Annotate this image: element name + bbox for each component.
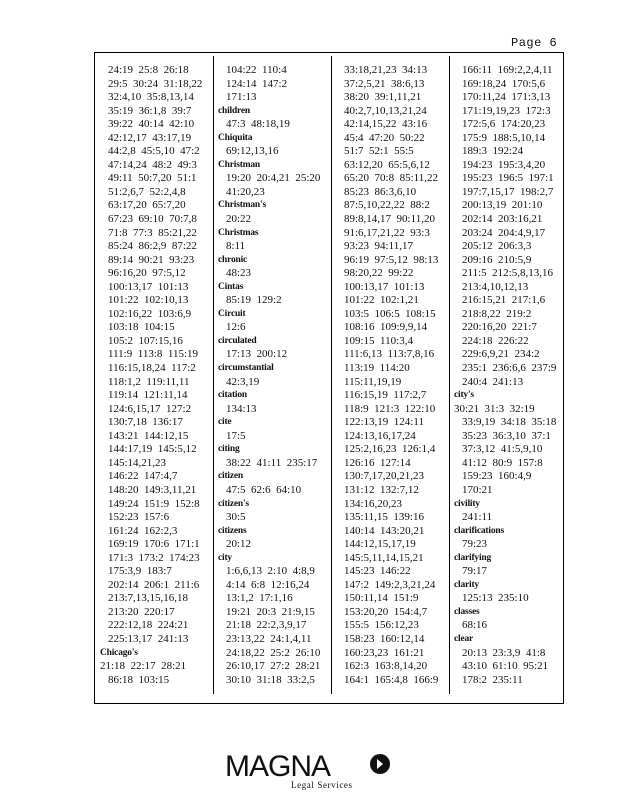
index-entry: 162:3 163:8,14,20 [344,660,428,673]
index-headword: clarifying [454,552,492,563]
index-headword: clarifications [454,525,504,536]
index-entry: 43:10 61:10 95:21 [462,660,549,673]
index-entry: 216:15,21 217:1,6 [462,294,546,307]
index-entry: 146:22 147:4,7 [108,470,178,483]
index-entry: 37:2,5,21 38:6,13 [344,77,425,90]
column-divider [213,56,214,694]
index-entry: 125:13 235:10 [462,592,529,605]
index-entry: 98:20,22 99:22 [344,267,414,280]
index-entry: 20:22 [226,213,252,226]
index-entry: 202:14 203:16,21 [462,213,543,226]
index-entry: 42:14,15,22 43:16 [344,118,428,131]
index-entry: 152:23 157:6 [108,511,170,524]
index-column-3 [336,64,448,687]
index-headword: city [218,552,232,563]
index-column-4 [454,64,566,687]
index-entry: 171:13 [226,91,257,104]
index-headword: circumstantial [218,363,274,374]
magna-logo-subtitle: Legal Services [291,780,353,790]
index-entry: 48:23 [226,267,252,280]
index-entry: 20:12 [226,538,252,551]
index-entry: 155:5 156:12,23 [344,619,419,632]
index-entry: 109:15 110:3,4 [344,334,413,347]
index-entry: 134:16,20,23 [344,497,403,510]
index-entry: 222:12,18 224:21 [108,619,189,632]
index-entry: 130:7,18 136:17 [108,416,183,429]
index-entry: 42:12,17 43:17,19 [108,131,192,144]
index-entry: 33:18,21,23 34:13 [344,64,428,76]
index-headword: Circuit [218,308,246,319]
index-entry: 86:18 103:15 [108,673,170,686]
index-entry: 51:7 52:1 55:5 [344,145,414,158]
index-entry: 144:17,19 145:5,12 [108,443,197,456]
index-entry: 116:15,18,24 117:2 [108,362,196,375]
index-entry: 30:10 31:18 33:2,5 [226,673,315,686]
index-entry: 122:13,19 124:11 [344,416,424,429]
index-entry: 171:3 173:2 174:23 [108,551,200,564]
index-headword: cite [218,417,232,428]
arrow-circle-icon [370,754,390,774]
index-entry: 30:5 [226,511,246,524]
index-entry: 213:20 220:17 [108,605,175,618]
index-entry: 169:18,24 170:5,6 [462,77,546,90]
index-entry: 148:20 149:3,11,21 [108,483,197,496]
index-entry: 220:16,20 221:7 [462,321,537,334]
index-entry: 32:4,10 35:8,13,14 [108,91,194,104]
index-entry: 65:20 70:8 85:11,22 [344,172,439,185]
index-entry: 115:11,19,19 [344,375,402,388]
index-entry: 144:12,15,17,19 [344,538,416,551]
index-entry: 116:15,19 117:2,7 [344,389,427,402]
index-headword: chronic [218,254,248,265]
index-entry: 93:23 94:11,17 [344,240,413,253]
index-entry: 40:2,7,10,13,21,24 [344,104,427,117]
index-entry: 124:14 147:2 [226,77,288,90]
index-headword: citizen's [218,498,249,509]
index-entry: 37:3,12 41:5,9,10 [462,443,543,456]
index-entry: 197:7,15,17 198:2,7 [462,185,554,198]
index-headword: Cintas [218,281,244,292]
index-headword: citing [218,444,240,455]
index-entry: 145:23 146:22 [344,565,411,578]
index-entry: 100:13,17 101:13 [108,280,189,293]
index-headword: civility [454,498,480,509]
index-entry: 189:3 192:24 [462,145,524,158]
magna-logo-wordmark: MAGNA [225,750,331,783]
index-column-2 [218,64,330,687]
index-column-1 [100,64,212,687]
index-entry: 69:12,13,16 [226,145,279,158]
index-entry: 205:12 206:3,3 [462,240,532,253]
index-entry: 67:23 69:10 70:7,8 [108,213,197,226]
index-entry: 224:18 226:22 [462,334,529,347]
index-entry: 153:20,20 154:4,7 [344,605,428,618]
index-entry: 47:14,24 48:2 49:3 [108,158,197,171]
index-entry: 111:9 113:8 115:19 [108,348,199,361]
index-entry: 89:14 90:21 93:23 [108,253,195,266]
index-entry: 170:21 [462,483,493,496]
index-entry: 63:12,20 65:5,6,12 [344,158,430,171]
index-entry: 178:2 235:11 [462,673,523,686]
index-entry: 23:13,22 24:1,4,11 [226,632,312,645]
index-entry: 150:11,14 151:9 [344,592,419,605]
index-entry: 96:19 97:5,12 98:13 [344,253,439,266]
index-entry: 218:8,22 219:2 [462,307,532,320]
index-entry: 158:23 160:12,14 [344,632,425,645]
index-entry: 85:24 86:2,9 87:22 [108,240,197,253]
index-entry: 35:19 36:1,8 39:7 [108,104,192,117]
index-headword: citizens [218,525,247,536]
index-entry: 85:23 86:3,6,10 [344,185,417,198]
index-headword: Christman [218,159,261,170]
index-entry: 68:16 [462,619,488,632]
index-entry: 63:17,20 65:7,20 [108,199,186,212]
index-entry: 225:13,17 241:13 [108,632,189,645]
index-entry: 194:23 195:3,4,20 [462,158,546,171]
index-headword: Chiquita [218,132,253,143]
index-entry: 104:22 110:4 [226,64,287,76]
index-entry: 164:1 165:4,8 166:9 [344,673,439,686]
index-entry: 87:5,10,22,22 88:2 [344,199,430,212]
index-entry: 103:5 106:5 108:15 [344,307,436,320]
index-entry: 134:13 [226,402,257,415]
index-entry: 47:5 62:6 64:10 [226,483,302,496]
index-entry: 166:11 169:2,2,4,11 [462,64,553,76]
index-entry: 211:5 212:5,8,13,16 [462,267,553,280]
index-entry: 21:18 22:17 28:21 [100,660,187,673]
index-entry: 203:24 204:4,9,17 [462,226,546,239]
index-entry: 91:6,17,21,22 93:3 [344,226,430,239]
index-entry: 19:20 20:4,21 25:20 [226,172,321,185]
index-entry: 161:24 162:2,3 [108,524,178,537]
index-headword: clear [454,633,474,644]
index-headword: circulated [218,335,257,346]
index-entry: 195:23 196:5 197:1 [462,172,554,185]
index-entry: 124:13,16,17,24 [344,429,416,442]
index-entry: 101:22 102:1,21 [344,294,419,307]
index-headword: citizen [218,471,243,482]
index-entry: 21:18 22:2,3,9,17 [226,619,307,632]
index-entry: 147:2 149:2,3,21,24 [344,578,436,591]
index-entry: 96:16,20 97:5,12 [108,267,186,280]
index-entry: 175:3,9 183:7 [108,565,172,578]
index-entry: 100:13,17 101:13 [344,280,425,293]
index-entry: 102:16,22 103:6,9 [108,307,192,320]
index-entry: 111:6,13 113:7,8,16 [344,348,435,361]
index-entry: 17:5 [226,429,246,442]
index-entry: 240:4 241:13 [462,375,524,388]
index-entry: 175:9 188:5,10,14 [462,131,546,144]
index-entry: 38:20 39:1,11,21 [344,91,422,104]
index-entry: 51:2,6,7 52:2,4,8 [108,185,186,198]
index-entry: 229:6,9,21 234:2 [462,348,540,361]
index-entry: 38:22 41:11 235:17 [226,456,318,469]
index-entry: 103:18 104:15 [108,321,175,334]
index-entry: 79:23 [462,538,488,551]
index-entry: 241:11 [462,511,493,524]
index-entry: 45:4 47:20 50:22 [344,131,425,144]
index-entry: 118:9 121:3 122:10 [344,402,436,415]
index-entry: 24:18,22 25:2 26:10 [226,646,321,659]
index-entry: 131:12 132:7,12 [344,483,419,496]
index-entry: 12:6 [226,321,246,334]
index-entry: 20:13 23:3,9 41:8 [462,646,546,659]
index-entry: 42:3,19 [226,375,260,388]
index-entry: 33:9,19 34:18 35:18 [462,416,557,429]
index-entry: 13:1,2 17:1,16 [226,592,293,605]
index-entry: 41:20,23 [226,185,265,198]
column-divider [331,56,332,694]
index-entry: 124:6,15,17 127:2 [108,402,192,415]
index-entry: 17:13 200:12 [226,348,288,361]
page-number-label: Page 6 [511,36,558,50]
index-entry: 113:19 114:20 [344,362,410,375]
index-entry: 126:16 127:14 [344,456,411,469]
index-entry: 24:19 25:8 26:18 [108,64,189,76]
index-entry: 35:23 36:3,10 37:1 [462,429,551,442]
index-headword: citation [218,390,248,401]
index-entry: 202:14 206:1 211:6 [108,578,200,591]
index-entry: 101:22 102:10,13 [108,294,189,307]
index-entry: 235:1 236:6,6 237:9 [462,362,557,375]
index-entry: 213:4,10,12,13 [462,280,529,293]
index-headword: Christmas [218,227,259,238]
index-entry: 130:7,17,20,21,23 [344,470,425,483]
index-entry: 125:2,16,23 126:1,4 [344,443,436,456]
index-entry: 160:23,23 161:21 [344,646,425,659]
index-entry: 169:19 170:6 171:1 [108,538,200,551]
index-headword: Chicago's [100,647,138,658]
index-entry: 209:16 210:5,9 [462,253,532,266]
index-entry: 145:5,11,14,15,21 [344,551,424,564]
index-entry: 30:21 31:3 32:19 [454,402,535,415]
index-entry: 4:14 6:8 12:16,24 [226,578,310,591]
index-headword: children [218,105,251,116]
index-entry: 213:7,13,15,16,18 [108,592,189,605]
index-entry: 140:14 143:20,21 [344,524,425,537]
index-entry: 71:8 77:3 85:21,22 [108,226,197,239]
index-entry: 149:24 151:9 152:8 [108,497,200,510]
index-entry: 118:1,2 119:11,11 [108,375,190,388]
index-entry: 44:2,8 45:5,10 47:2 [108,145,200,158]
index-entry: 19:21 20:3 21:9,15 [226,605,315,618]
index-entry: 108:16 109:9,9,14 [344,321,428,334]
index-entry: 159:23 160:4,9 [462,470,532,483]
index-headword: classes [454,606,480,617]
index-entry: 26:10,17 27:2 28:21 [226,660,321,673]
index-headword: city's [454,390,474,401]
index-entry: 89:8,14,17 90:11,20 [344,213,435,226]
column-divider [449,56,450,694]
index-entry: 143:21 144:12,15 [108,429,189,442]
index-entry: 172:5,6 174:20,23 [462,118,546,131]
index-entry: 41:12 80:9 157:8 [462,456,543,469]
index-entry: 29:5 30:24 31:18,22 [108,77,203,90]
index-entry: 200:13,19 201:10 [462,199,543,212]
index-entry: 47:3 48:18,19 [226,118,290,131]
index-entry: 119:14 121:11,14 [108,389,188,402]
index-entry: 79:17 [462,565,488,578]
index-entry: 105:2 107:15,16 [108,334,183,347]
index-entry: 85:19 129:2 [226,294,282,307]
index-headword: Christman's [218,200,266,211]
index-entry: 145:14,21,23 [108,456,167,469]
index-entry: 49:11 50:7,20 51:1 [108,172,197,185]
index-entry: 39:22 40:14 42:10 [108,118,195,131]
index-entry: 8:11 [226,240,246,253]
index-entry: 170:11,24 171:3,13 [462,91,551,104]
index-entry: 1:6,6,13 2:10 4:8,9 [226,565,315,578]
index-entry: 171:19,19,23 172:3 [462,104,551,117]
index-entry: 135:11,15 139:16 [344,511,424,524]
index-headword: clarity [454,579,479,590]
